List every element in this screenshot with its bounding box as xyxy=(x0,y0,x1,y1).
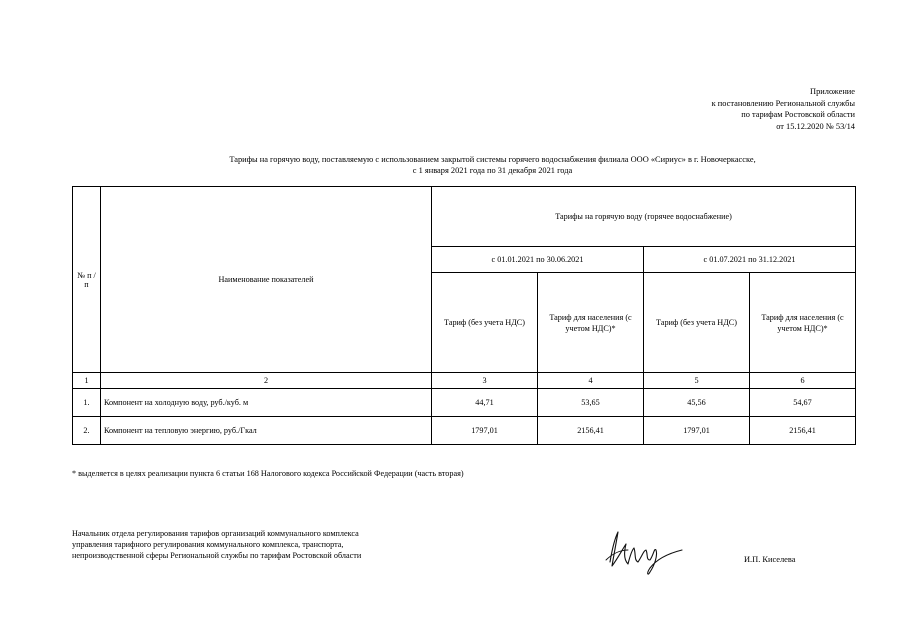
appendix-line: по тарифам Ростовской области xyxy=(741,110,855,120)
handwritten-signature xyxy=(598,520,688,580)
column-number: 4 xyxy=(538,373,644,389)
appendix-block xyxy=(712,86,855,132)
row-number: 2. xyxy=(73,417,101,445)
col-name-header: Наименование показателей xyxy=(101,187,432,373)
table-row xyxy=(73,417,856,445)
title-line-2: с 1 января 2021 года по 31 декабря 2021 года xyxy=(412,166,573,176)
table-cell: 44,71 xyxy=(432,389,538,417)
column-number: 6 xyxy=(750,373,856,389)
table-cell: 45,56 xyxy=(644,389,750,417)
period-1-header: с 01.01.2021 по 30.06.2021 xyxy=(432,247,644,273)
appendix-line: от 15.12.2020 № 53/14 xyxy=(776,121,855,131)
tariff-table xyxy=(72,186,856,445)
column-number: 2 xyxy=(101,373,432,389)
column-number: 3 xyxy=(432,373,538,389)
table-cell: 1797,01 xyxy=(644,417,750,445)
signer-role xyxy=(72,528,361,562)
column-number: 5 xyxy=(644,373,750,389)
table-cell: 2156,41 xyxy=(750,417,856,445)
table-header-row xyxy=(73,187,856,247)
subheader-cell: Тариф для населения (с учетом НДС)* xyxy=(750,273,856,373)
signer-role-line: управления тарифного регулирования коммунального комплекса, транспорта, xyxy=(72,540,344,550)
signer-role-line: непроизводственной сферы Региональной службы по тарифам Ростовской области xyxy=(72,551,362,561)
title-line-1: Тарифы на горячую воду, поставляемую с использованием закрытой системы горячего водоснабжения филиала ООО «Сириус» в г. Новочеркасске, xyxy=(229,155,756,164)
table-cell: 2156,41 xyxy=(538,417,644,445)
appendix-line: Приложение xyxy=(810,87,855,96)
subheader-cell: Тариф для населения (с учетом НДС)* xyxy=(538,273,644,373)
row-name: Компонент на холодную воду, руб./куб. м xyxy=(101,389,432,417)
footnote: * выделяется в целях реализации пункта 6 статьи 168 Налогового кодекса Российской Федерации (часть вторая) xyxy=(72,469,464,478)
period-2-header: с 01.07.2021 по 31.12.2021 xyxy=(644,247,856,273)
table-row xyxy=(73,389,856,417)
document-title xyxy=(60,154,905,176)
table-cell: 53,65 xyxy=(538,389,644,417)
subheader-cell: Тариф (без учета НДС) xyxy=(432,273,538,373)
column-number: 1 xyxy=(73,373,101,389)
col-num-header: № п /п xyxy=(73,187,101,373)
subheader-cell: Тариф (без учета НДС) xyxy=(644,273,750,373)
row-number: 1. xyxy=(73,389,101,417)
appendix-line: к постановлению Региональной службы xyxy=(711,98,855,108)
group-header: Тарифы на горячую воду (горячее водоснабжение) xyxy=(432,187,856,247)
table-cell: 54,67 xyxy=(750,389,856,417)
signer-role-line: Начальник отдела регулирования тарифов организаций коммунального комплекса xyxy=(72,529,359,538)
signer-name: И.П. Киселева xyxy=(744,555,796,564)
column-number-row xyxy=(73,373,856,389)
row-name: Компонент на тепловую энергию, руб./Гкал xyxy=(101,417,432,445)
table-cell: 1797,01 xyxy=(432,417,538,445)
